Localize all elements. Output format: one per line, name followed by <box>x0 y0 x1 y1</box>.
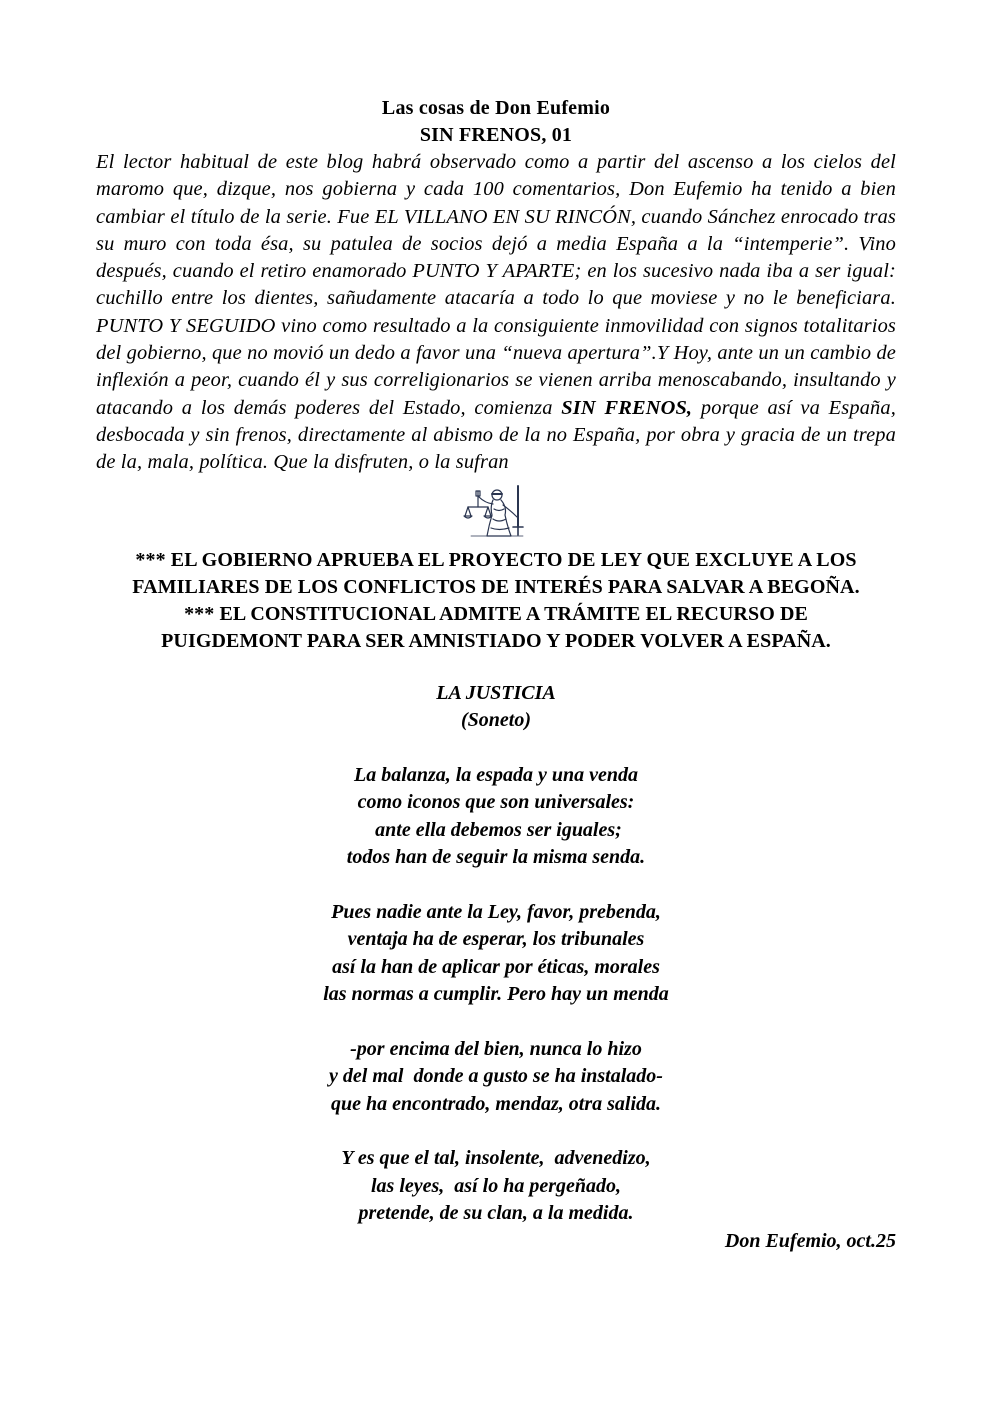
document-page <box>96 95 896 1255</box>
title-line-2: SIN FRENOS, 01 <box>419 124 573 146</box>
news-headlines <box>96 547 896 655</box>
poem-line: Pues nadie ante la Ley, favor, prebenda, <box>331 900 661 923</box>
poem-stanza-2 <box>96 899 896 1009</box>
poem-stanza-1 <box>96 762 896 872</box>
poem-line: las normas a cumplir. Pero hay un menda <box>323 983 669 1005</box>
title-line-1: Las cosas de Don Eufemio <box>381 97 611 119</box>
poem-line: como iconos que son universales: <box>357 791 635 814</box>
poem-line: La balanza, la espada y una venda <box>354 763 638 786</box>
headline-line: FAMILIARES DE LOS CONFLICTOS DE INTERÉS PARA SALVAR A BEGOÑA. <box>132 575 860 598</box>
poem-title: LA JUSTICIA <box>436 681 556 704</box>
headline-line: PUIGDEMONT PARA SER AMNISTIADO Y PODER VOLVER A ESPAÑA. <box>161 629 831 652</box>
headline-line: *** EL CONSTITUCIONAL ADMITE A TRÁMITE EL RECURSO DE <box>184 602 808 625</box>
lady-justice-icon <box>463 483 529 539</box>
poem-stanza-3 <box>96 1036 896 1118</box>
intro-text-1: El lector habitual de este blog habrá observado como a partir del ascenso a los cielos del maromo que, dizque, nos gobierna y cada 100 comentarios, Don Eufemio ha tenido a bien cambiar el título de la serie. Fue EL VILLANO EN SU RINCÓN, cuando Sánchez enrocado tras su muro con toda ésa, su patulea de socios dejó a media España a la “intemperie”. Vino después, cuando el retiro enamorado PUNTO Y APARTE; en los sucesivo nada iba a ser igual: cuchillo entre los dientes, sañudamente atacaría a todo lo que moviese y no le beneficiara. PUNTO Y SEGUIDO vino como resultado a la consiguiente inmovilidad con signos totalitarios del gobierno, que no movió un dedo a favor una “nueva apertura”.Y Hoy, ante un un cambio de inflexión a peor, cuando él y sus correligionarios se vienen arriba menoscabando, insultando y atacando a los demás poderes del Estado, comienza <box>96 151 896 419</box>
poem-line: Y es que el tal, insolente, advenedizo, <box>341 1147 651 1170</box>
poem-line: todos han de seguir la misma senda. <box>346 845 646 868</box>
poem-line: y del mal donde a gusto se ha instalado- <box>329 1065 663 1088</box>
poem-line: ante ella debemos ser iguales; <box>370 818 622 841</box>
poem-stanza-4 <box>96 1145 896 1227</box>
sonnet <box>96 680 896 1228</box>
poem-subtitle: (Soneto) <box>461 708 531 731</box>
intro-paragraph <box>96 149 896 477</box>
signature: Don Eufemio, oct.25 <box>724 1229 896 1252</box>
poem-line: -por encima del bien, nunca lo hizo <box>350 1037 642 1060</box>
poem-line: así la han de aplicar por éticas, morales <box>332 955 660 978</box>
headline-line: *** EL GOBIERNO APRUEBA EL PROYECTO DE LEY QUE EXCLUYE A LOS <box>135 548 857 571</box>
intro-text-2: porque así va España, desbocada y sin frenos, directamente al abismo de la no España, por obra y gracia de un trepa de la, mala, política. Que la disfruten, o la sufran <box>96 396 896 474</box>
document-title <box>96 95 896 149</box>
intro-bold-text: SIN FRENOS, <box>561 396 693 419</box>
poem-line: pretende, de su clan, a la medida. <box>358 1202 634 1225</box>
poem-line: las leyes, así lo ha pergeñado, <box>371 1174 621 1197</box>
poem-line: ventaja ha de esperar, los tribunales <box>347 928 645 951</box>
poem-line: que ha encontrado, mendaz, otra salida. <box>330 1092 662 1115</box>
